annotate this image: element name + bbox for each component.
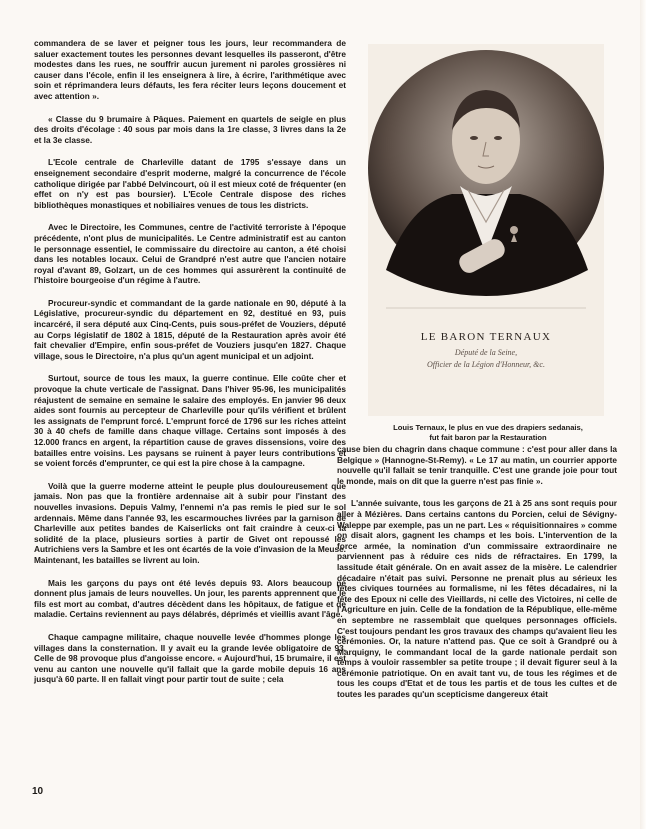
- paragraph: Mais les garçons du pays ont été levés depuis 93. Alors beaucoup ne donnent plus jamais de leurs nouvelles. Un jour, les parents apprennent que le fils est mort au combat, d'autres décèdent dans les hôpitaux, de fatigue et de maladie. Certains reviennent au pays délabrés, déprimés et vieillis avant l'âge.: [34, 577, 346, 620]
- engraving-title: LE BARON TERNAUX: [420, 331, 552, 343]
- engraving-inscription-1: Député de la Seine,: [454, 348, 518, 357]
- portrait-engraving: [368, 44, 604, 416]
- paragraph: Voilà que la guerre moderne atteint le peuple plus douloureusement que jamais. Non pas que la frontière ardennaise ait à subir pour l'instant des nouvelles invasions. Depuis Valmy, l'ennemi n'a pas remis le pied sur le sol ardennais. Même dans l'année 93, les escarmouches livrées par la garnison de Charleville aux petites bandes de Kaiserlicks ont fait craindre à ceux-ci la solidité de la place, plusieurs sorties à partir de Givet ont repoussé les Autrichiens vers la Sambre et les ont écartés de la voie d'invasion de la Meuse. Maintenant, les batailles se livrent au loin.: [34, 480, 346, 565]
- page-edge: [640, 0, 646, 829]
- paragraph: Procureur-syndic et commandant de la garde nationale en 90, député à la Législative, procureur-syndic du département en 92, destitué en 93, puis incarcéré, il sera député aux Cinq-Cents, puis sous-préfet de Vouziers, député au Corps législatif de 1802 à 1815, député de la Restauration après avoir été fait chevalier d'Empire, enfin sous-préfet de Vouziers jusqu'en 1827. Chaque village, sous le Directoire, n'a plus qu'un agent municipal et un adjoint.: [34, 297, 346, 361]
- paragraph: Surtout, source de tous les maux, la guerre continue. Elle coûte cher et provoque la chute verticale de l'assignat. Dans l'hiver 95-96, les municipalités réajustent de semaine en semaine le salaire des employés. En janvier 96 deux aides sont fournis au percepteur de Charleville pour qu'ils vérifient et brûlent les assignats de l'emprunt forcé. L'emprunt forcé de 1796 sur les riches atteint 30 à 40 chefs de famille dans chaque village. Certains sont imposés à des 12.000 francs en argent, la répartition cause de graves dissensions, voire des batailles entre voisins. Les paysans se ruinent à payer leurs contributions et se voient forcés d'emprunter, ce qui est la pire chose à la campagne.: [34, 373, 346, 469]
- paragraph: « Classe du 9 brumaire à Pâques. Paiement en quartels de seigle en plus des droits d'écolage : 40 sous par mois dans la 1re classe, 3 livres dans la 2e et la 3e classe.: [34, 113, 346, 145]
- paragraph: Avec le Directoire, les Communes, centre de l'activité terroriste à l'époque précédente, n'ont plus de municipalités. Le Centre administratif est au canton le personnage essentiel, le commissaire du directoire au canton, a été choisi dans les notables locaux. Celui de Grandpré n'est autre que l'ancien notaire royal d'avant 89, Golzart, un de ces hommes qui assurèrent la continuité de l'histoire bourgeoise d'un régime à l'autre.: [34, 222, 346, 286]
- caption-line-1: Louis Ternaux, le plus en vue des drapiers sedanais,: [393, 423, 583, 432]
- engraving-inscription-2: Officier de la Légion d'Honneur, &c.: [427, 360, 545, 369]
- paragraph: commandera de se laver et peigner tous les jours, leur recommandera de saluer exactement toutes les personnes devant lesquelles ils passeront, d'être modestes dans les rues, ne souffrir aucun jurement ni paroles grossières ni causer dans l'école, enfin il les enseignera à lire, à écrire, l'arithmétique avec soin et réprimandera leurs défauts, les fera réciter leurs leçons doucement et avec attention ».: [34, 38, 346, 101]
- left-column: [34, 38, 346, 697]
- paragraph: L'année suivante, tous les garçons de 21 à 25 ans sont requis pour aller à Mézières. Dans certains cantons du Porcien, celui de Sévigny-Waleppe par exemple, pas un ne part. Les « réquisitionnaires » comme on disait alors, gagnent les champs et les bois. L'intervention de la force armée, la nomination d'un commissaire extraordinaire ne parviennent pas à réduire ces nids de réfractaires. En 1799, la lassitude était générale. On en avait assez de la misère. Le calendrier décadaire n'était pas suivi. Personne ne prenait plus au sérieux les fêtes civiques tournées au formalisme, ni les fêtes décadaires, ni la fête des Epoux ni celle des Vieillards, ni celle des Victoires, ni celle de l'Agriculture en juin. Celle de la fondation de la République, elle-même en septembre ne rassemblait que quelques personnages officiels. C'est toujours pendant les gros travaux des champs qu'avaient lieu les cérémonies. Or, la nature n'attend pas. Que ce soit à Grandpré ou à Marquigny, le commandant local de la garde nationale perdait son temps à vouloir rassembler sa petite troupe ; il devait figurer seul à la cérémonie patriotique. On en avait tant vu, de tous les régimes et de tous les coups d'Etat et de tous les partis et de tous les cultes et de toutes les parades qu'un scepticisme dangereux était: [337, 498, 617, 700]
- paragraph: Chaque campagne militaire, chaque nouvelle levée d'hommes plonge les villages dans la consternation. Il y avait eu la grande levée obligatoire de 93. Celle de 98 provoque plus d'angoisse encore. « Aujourd'hui, 15 brumaire, il est venu au canton une nouvelle qu'il fallait que la garde mobile depuis 16 ans jusqu'à 60 parte. Il en fallait vingt pour partir tout de suite ; cela: [34, 631, 346, 685]
- page-number: 10: [32, 786, 44, 797]
- paragraph: cause bien du chagrin dans chaque commune : c'est pour aller dans la Belgique » (Hannogne-St-Remy). « Le 17 au matin, un courrier apporte nouvelle qu'il fallait se tenir tranquille. C'est une grande joie pour tout le monde, mais on dit que la guerre n'est pas finie ».: [337, 444, 617, 486]
- portrait-caption: [378, 423, 598, 443]
- caption-line-2: fut fait baron par la Restauration: [429, 433, 547, 442]
- paragraph: L'Ecole centrale de Charleville datant de 1795 s'essaye dans un enseignement secondaire d'esprit moderne, malgré la concurrence de l'école catholique dirigée par l'abbé Delvincourt, où il est mieux coté de fréquenter (en effet on n'y est pas boursier). L'Ecole Centrale dispose des riches bibliothèques monastiques et nobiliaires venues de tous les districts.: [34, 157, 346, 210]
- right-column: [337, 444, 617, 712]
